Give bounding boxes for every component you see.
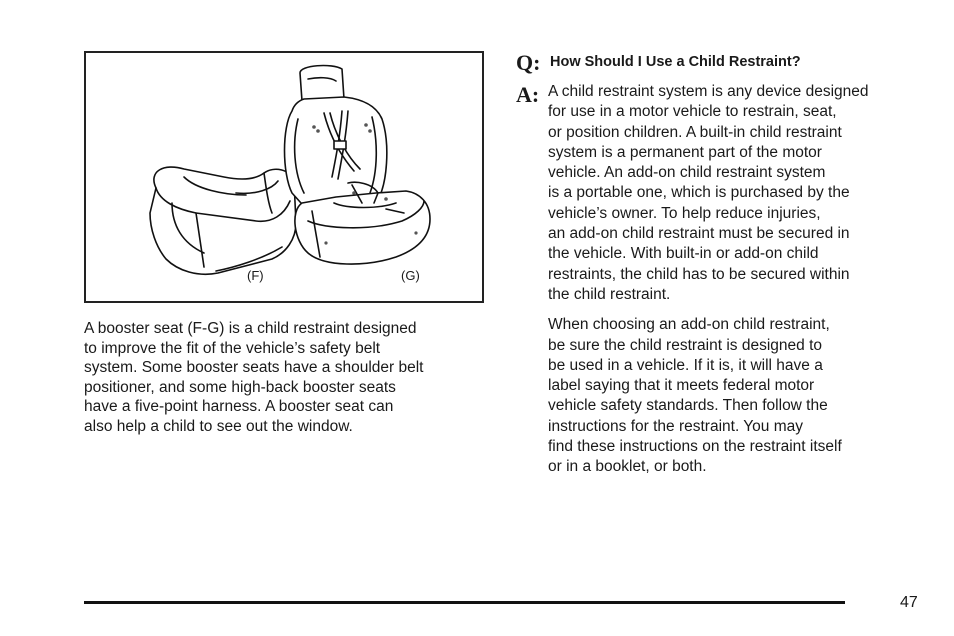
answer-line: or in a booklet, or both. <box>548 458 707 476</box>
answer-line: be sure the child restraint is designed to <box>548 336 822 354</box>
caption-line: to improve the fit of the vehicle’s safety belt <box>84 339 381 357</box>
answer-line: or position children. A built-in child restraint <box>548 123 842 141</box>
answer-line: vehicle safety standards. Then follow the <box>548 397 828 415</box>
answer-line: vehicle’s owner. To help reduce injuries, <box>548 204 821 222</box>
answer-line: is a portable one, which is purchased by the <box>548 184 850 202</box>
caption-line: system. Some booster seats have a shoulder belt <box>84 359 424 376</box>
answer-line: be used in a vehicle. If it is, it will have a <box>548 356 823 374</box>
booster-seat-description <box>84 319 484 436</box>
caption-line: have a five-point harness. A booster seat can <box>84 398 394 415</box>
page-number: 47 <box>900 594 918 611</box>
footer-rule <box>84 601 845 604</box>
answer-line: restraints, the child has to be secured within <box>548 265 850 283</box>
answer-line: system is a permanent part of the motor <box>548 143 822 161</box>
answer-line: the child restraint. <box>548 285 671 303</box>
high-back-booster-seat-g <box>285 66 431 265</box>
answer-line: an add-on child restraint must be secured in <box>548 225 850 243</box>
answer-line: instructions for the restraint. You may <box>548 417 804 435</box>
question-marker: Q: <box>516 50 541 75</box>
answer-line: label saying that it meets federal motor <box>548 377 815 395</box>
caption-line: positioner, and some high-back booster seats <box>84 378 396 396</box>
answer-line: for use in a motor vehicle to restrain, seat, <box>548 103 837 121</box>
answer-line: the vehicle. With built-in or add-on child <box>548 245 819 263</box>
backless-booster-seat-f <box>150 167 296 274</box>
booster-seats-drawing <box>86 53 482 301</box>
figure-label-g: (G) <box>401 268 420 283</box>
answer-body <box>548 82 918 478</box>
caption-line: A booster seat (F-G) is a child restraint designed <box>84 320 417 337</box>
answer-line: vehicle. An add-on child restraint system <box>548 164 826 182</box>
answer-line: When choosing an add-on child restraint, <box>548 316 830 334</box>
answer-line: find these instructions on the restraint itself <box>548 438 842 456</box>
figure-label-f: (F) <box>247 268 264 283</box>
caption-line: also help a child to see out the window. <box>84 417 353 435</box>
answer-marker: A: <box>516 82 540 107</box>
question-text: How Should I Use a Child Restraint? <box>550 54 801 70</box>
answer-line: A child restraint system is any device designed <box>548 83 869 100</box>
booster-seat-illustration <box>84 51 484 303</box>
